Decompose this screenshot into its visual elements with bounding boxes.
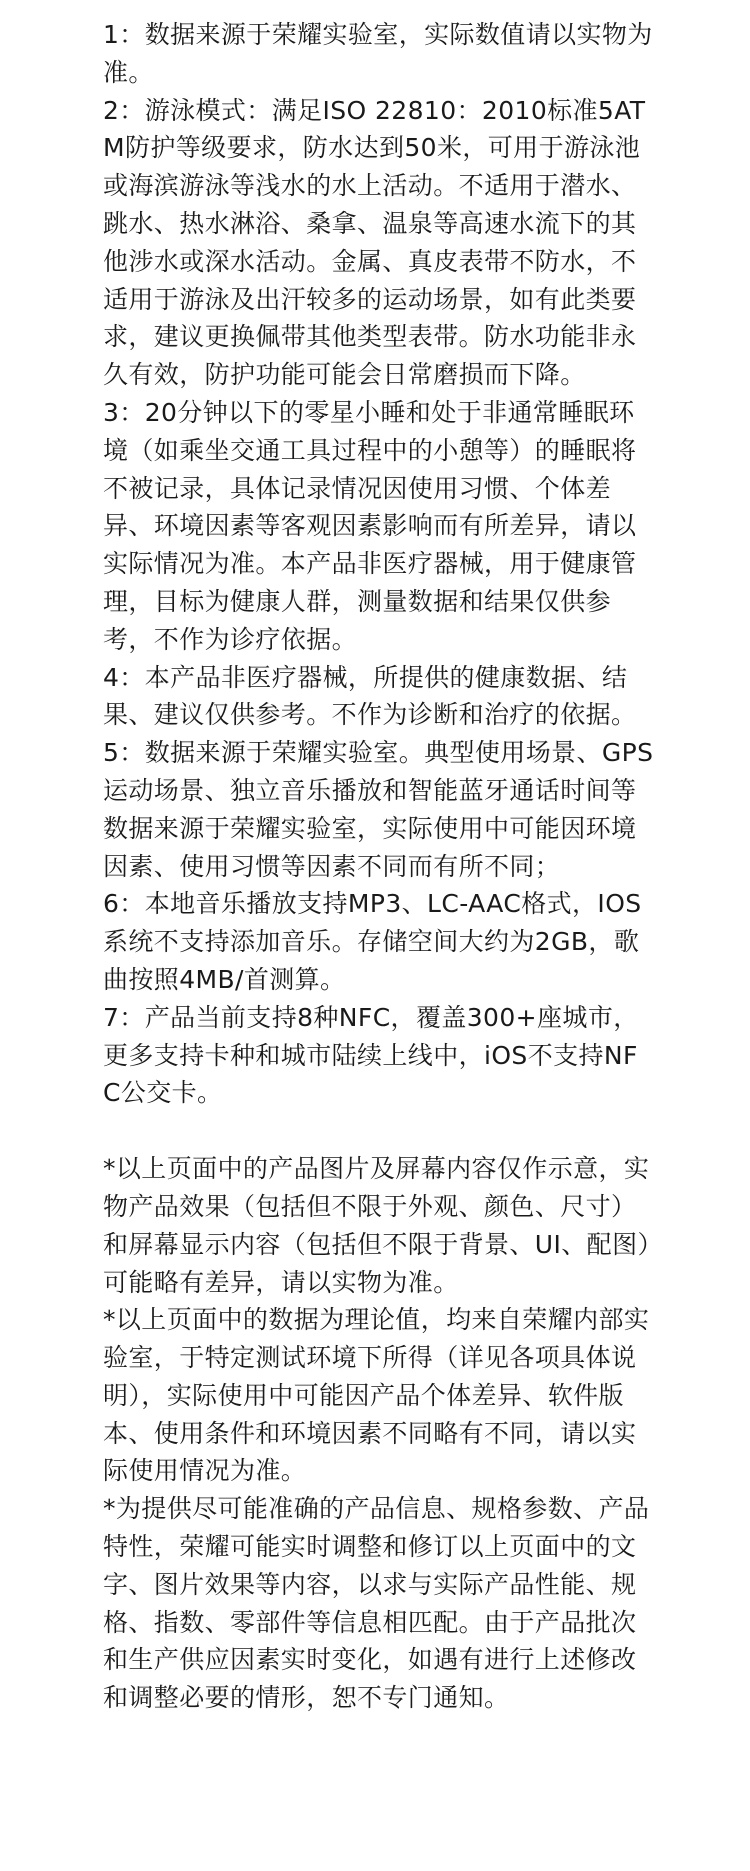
footnote-5: 5：数据来源于荣耀实验室。典型使用场景、GPS运动场景、独立音乐播放和智能蓝牙通话时间等数据来源于荣耀实验室，实际使用中可能因环境因素、使用习惯等因素不同而有所不同； xyxy=(103,738,654,881)
general-disclaimers-section xyxy=(103,1150,655,1717)
footnote-2: 2：游泳模式：满足ISO 22810：2010标准5ATM防护等级要求，防水达到50米，可用于游泳池或海滨游泳等浅水的水上活动。不适用于潜水、跳水、热水淋浴、桑拿、温泉等高速水流下的其他涉水或深水活动。金属、真皮表带不防水，不适用于游泳及出汗较多的运动场景，如有此类要求，建议更换佩带其他类型表带。防水功能非永久有效，防护功能可能会日常磨损而下降。 xyxy=(103,95,646,390)
footnote-6: 6：本地音乐播放支持MP3、LC-AAC格式，IOS系统不支持添加音乐。存储空间大约为2GB，歌曲按照4MB/首测算。 xyxy=(103,889,642,994)
footnotes-section xyxy=(103,16,655,1112)
disclaimer-data: *以上页面中的数据为理论值，均来自荣耀内部实验室，于特定测试环境下所得（详见各项具体说明），实际使用中可能因产品个体差异、软件版本、使用条件和环境因素不同略有不同，请以实际使用情况为准。 xyxy=(103,1305,650,1486)
footnote-3: 3：20分钟以下的零星小睡和处于非通常睡眠环境（如乘坐交通工具过程中的小憩等）的睡眠将不被记录，具体记录情况因使用习惯、个体差异、环境因素等客观因素影响而有所差异，请以实际情况为准。本产品非医疗器械，用于健康管理，目标为健康人群，测量数据和结果仅供参考，不作为诊疗依据。 xyxy=(103,397,637,654)
footnote-1: 1：数据来源于荣耀实验室，实际数值请以实物为准。 xyxy=(103,20,653,87)
disclaimer-images: *以上页面中的产品图片及屏幕内容仅作示意，实物产品效果（包括但不限于外观、颜色、尺寸）和屏幕显示内容（包括但不限于背景、UI、配图）可能略有差异，请以实物为准。 xyxy=(103,1154,651,1297)
disclaimer-revisions: *为提供尽可能准确的产品信息、规格参数、产品特性，荣耀可能实时调整和修订以上页面中的文字、图片效果等内容，以求与实际产品性能、规格、指数、零部件等信息相匹配。由于产品批次和生产供应因素实时变化，如遇有进行上述修改和调整必要的情形，恕不专门通知。 xyxy=(103,1494,650,1713)
footnote-4: 4：本产品非医疗器械，所提供的健康数据、结果、建议仅供参考。不作为诊断和治疗的依据。 xyxy=(103,662,637,730)
footnote-7: 7：产品当前支持8种NFC，覆盖300+座城市，更多支持卡种和城市陆续上线中，iOS不支持NFC公交卡。 xyxy=(103,1002,639,1108)
